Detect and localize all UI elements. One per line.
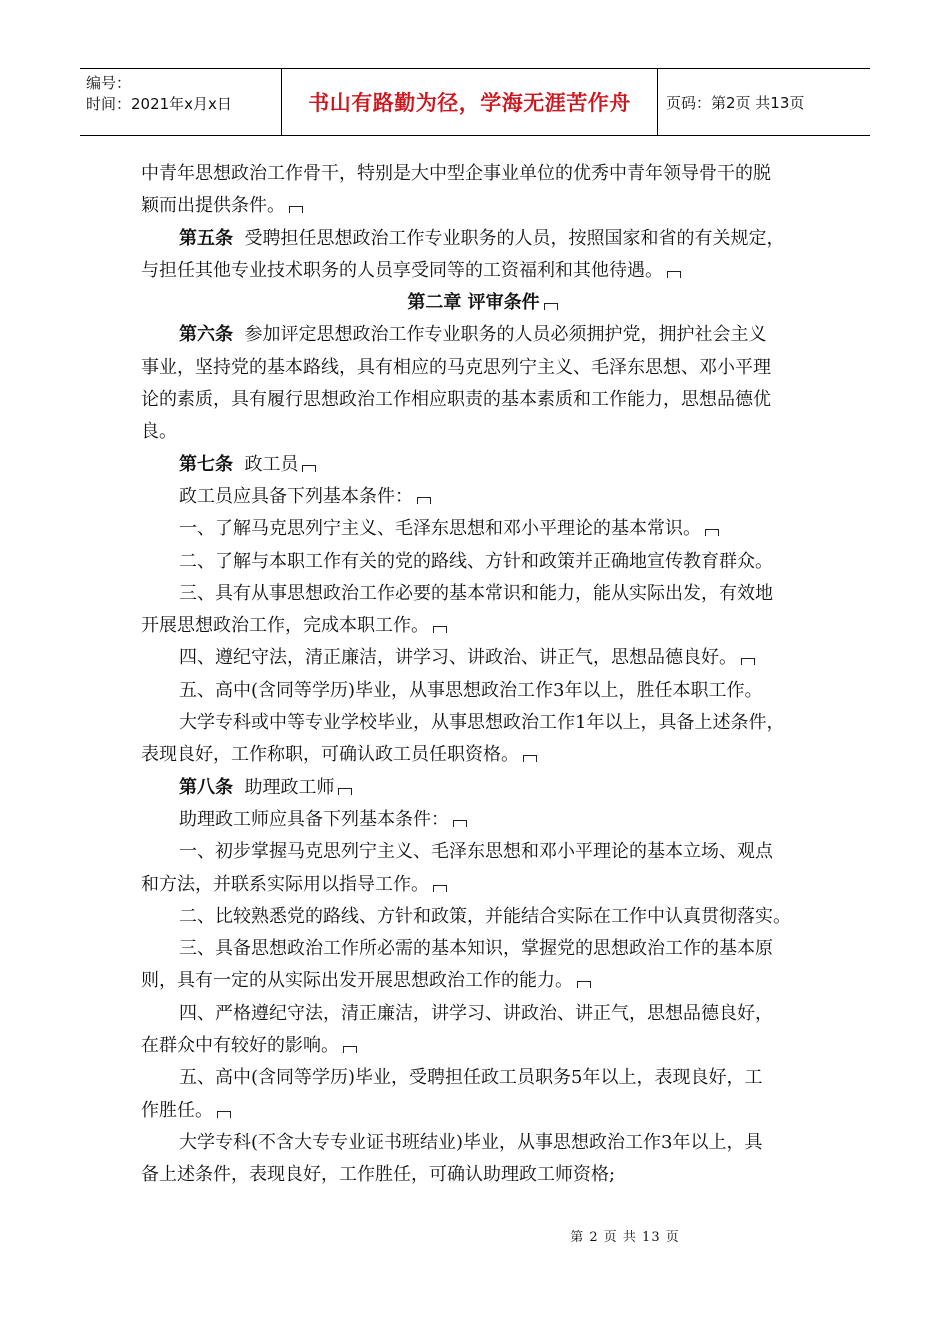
paragraph-line: 中青年思想政治工作骨干，特别是大中型企事业单位的优秀中青年领导骨干的脱: [141, 163, 771, 184]
paragraph-line: 助理政工师应具备下列基本条件：: [141, 804, 824, 836]
article-heading: 第五条: [179, 227, 233, 249]
paragraph-mark-icon: [289, 206, 303, 213]
paragraph-line: 政工员应具备下列基本条件：: [141, 481, 824, 513]
document-time-label: 时间：2021年x月x日: [86, 95, 232, 113]
paragraph-line: 大学专科(不含大专专业证书班结业)毕业，从事思想政治工作3年以上，具: [179, 1131, 763, 1153]
article-7: 第七条 政工员: [141, 449, 824, 481]
article-5: 第五条 受聘担任思想政治工作专业职务的人员，按照国家和省的有关规定，: [179, 227, 785, 249]
footer-page-number: 第 2 页 共 13 页: [570, 1230, 680, 1245]
paragraph-line: 五、高中(含同等学历)毕业，受聘担任政工员职务5年以上，表现良好，工: [179, 1067, 763, 1089]
document-number-label: 编号：: [86, 74, 132, 92]
article-heading: 第七条: [179, 453, 233, 475]
paragraph-line: 则，具有一定的从实际出发开展思想政治工作的能力。: [141, 965, 824, 997]
document-body: [141, 158, 824, 1192]
paragraph-mark-icon: [302, 465, 316, 472]
paragraph-line: 五、高中(含同等学历)毕业，从事思想政治工作3年以上，胜任本职工作。: [179, 679, 763, 701]
paragraph-line: 在群众中有较好的影响。: [141, 1030, 824, 1062]
header-page-info: 页码：第2页 共13页: [666, 93, 805, 112]
paragraph-line: 一、初步掌握马克思列宁主义、毛泽东思想和邓小平理论的基本立场、观点: [179, 841, 773, 863]
paragraph-line: 与担任其他专业技术职务的人员享受同等的工资福利和其他待遇。: [141, 255, 824, 287]
paragraph-line: 备上述条件，表现良好，工作胜任，可确认助理政工师资格;: [141, 1164, 616, 1186]
article-8: 第八条 助理政工师: [141, 772, 824, 804]
paragraph-mark-icon: [453, 820, 467, 827]
paragraph-mark-icon: [705, 529, 719, 536]
article-6: 第六条 参加评定思想政治工作专业职务的人员必须拥护党，拥护社会主义: [179, 324, 767, 346]
paragraph-mark-icon: [338, 788, 352, 795]
paragraph-mark-icon: [343, 1046, 357, 1053]
header-meta: [80, 69, 282, 135]
paragraph-line: 二、比较熟悉党的路线、方针和政策，并能结合实际在工作中认真贯彻落实。: [179, 905, 791, 927]
paragraph-line: 一、了解马克思列宁主义、毛泽东思想和邓小平理论的基本常识。: [141, 513, 824, 545]
page-footer: [0, 1226, 950, 1245]
paragraph-line: 四、严格遵纪守法，清正廉洁，讲学习、讲政治、讲正气，思想品德良好，: [179, 1002, 773, 1024]
paragraph-mark-icon: [544, 303, 558, 310]
article-heading: 第六条: [179, 324, 233, 346]
paragraph-mark-icon: [741, 658, 755, 665]
paragraph-line: 论的素质，具有履行思想政治工作相应职责的基本素质和工作能力，思想品德优: [141, 389, 771, 411]
paragraph-line: 和方法，并联系实际用以指导工作。: [141, 869, 824, 901]
paragraph-line: 二、了解与本职工作有关的党的路线、方针和政策并正确地宣传教育群众。: [179, 550, 773, 572]
paragraph-line: 三、具有从事思想政治工作必要的基本常识和能力，能从实际出发，有效地: [179, 582, 773, 604]
paragraph-line: 良。: [141, 421, 177, 443]
paragraph-line: 大学专科或中等专业学校毕业，从事思想政治工作1年以上，具备上述条件，: [179, 712, 785, 734]
paragraph-mark-icon: [577, 981, 591, 988]
paragraph-mark-icon: [667, 271, 681, 278]
paragraph-line: 作胜任。: [141, 1095, 824, 1127]
paragraph-mark-icon: [523, 755, 537, 762]
paragraph-line: 开展思想政治工作，完成本职工作。: [141, 610, 824, 642]
paragraph-mark-icon: [217, 1111, 231, 1118]
paragraph-line: 三、具备思想政治工作所必需的基本知识，掌握党的思想政治工作的基本原: [179, 938, 773, 960]
paragraph-line: 表现良好，工作称职，可确认政工员任职资格。: [141, 739, 824, 771]
paragraph-line: 事业，坚持党的基本路线，具有相应的马克思列宁主义、毛泽东思想、邓小平理: [141, 356, 771, 378]
paragraph-line: 颖而出提供条件。: [141, 190, 824, 222]
chapter-heading: 第二章 评审条件: [141, 287, 824, 319]
header-motto: 书山有路勤为径，学海无涯苦作舟: [282, 69, 658, 135]
page-header: [80, 68, 870, 136]
paragraph-mark-icon: [433, 885, 447, 892]
paragraph-line: 四、遵纪守法，清正廉洁，讲学习、讲政治、讲正气，思想品德良好。: [141, 642, 824, 674]
paragraph-mark-icon: [417, 497, 431, 504]
article-heading: 第八条: [179, 776, 233, 798]
paragraph-mark-icon: [433, 626, 447, 633]
